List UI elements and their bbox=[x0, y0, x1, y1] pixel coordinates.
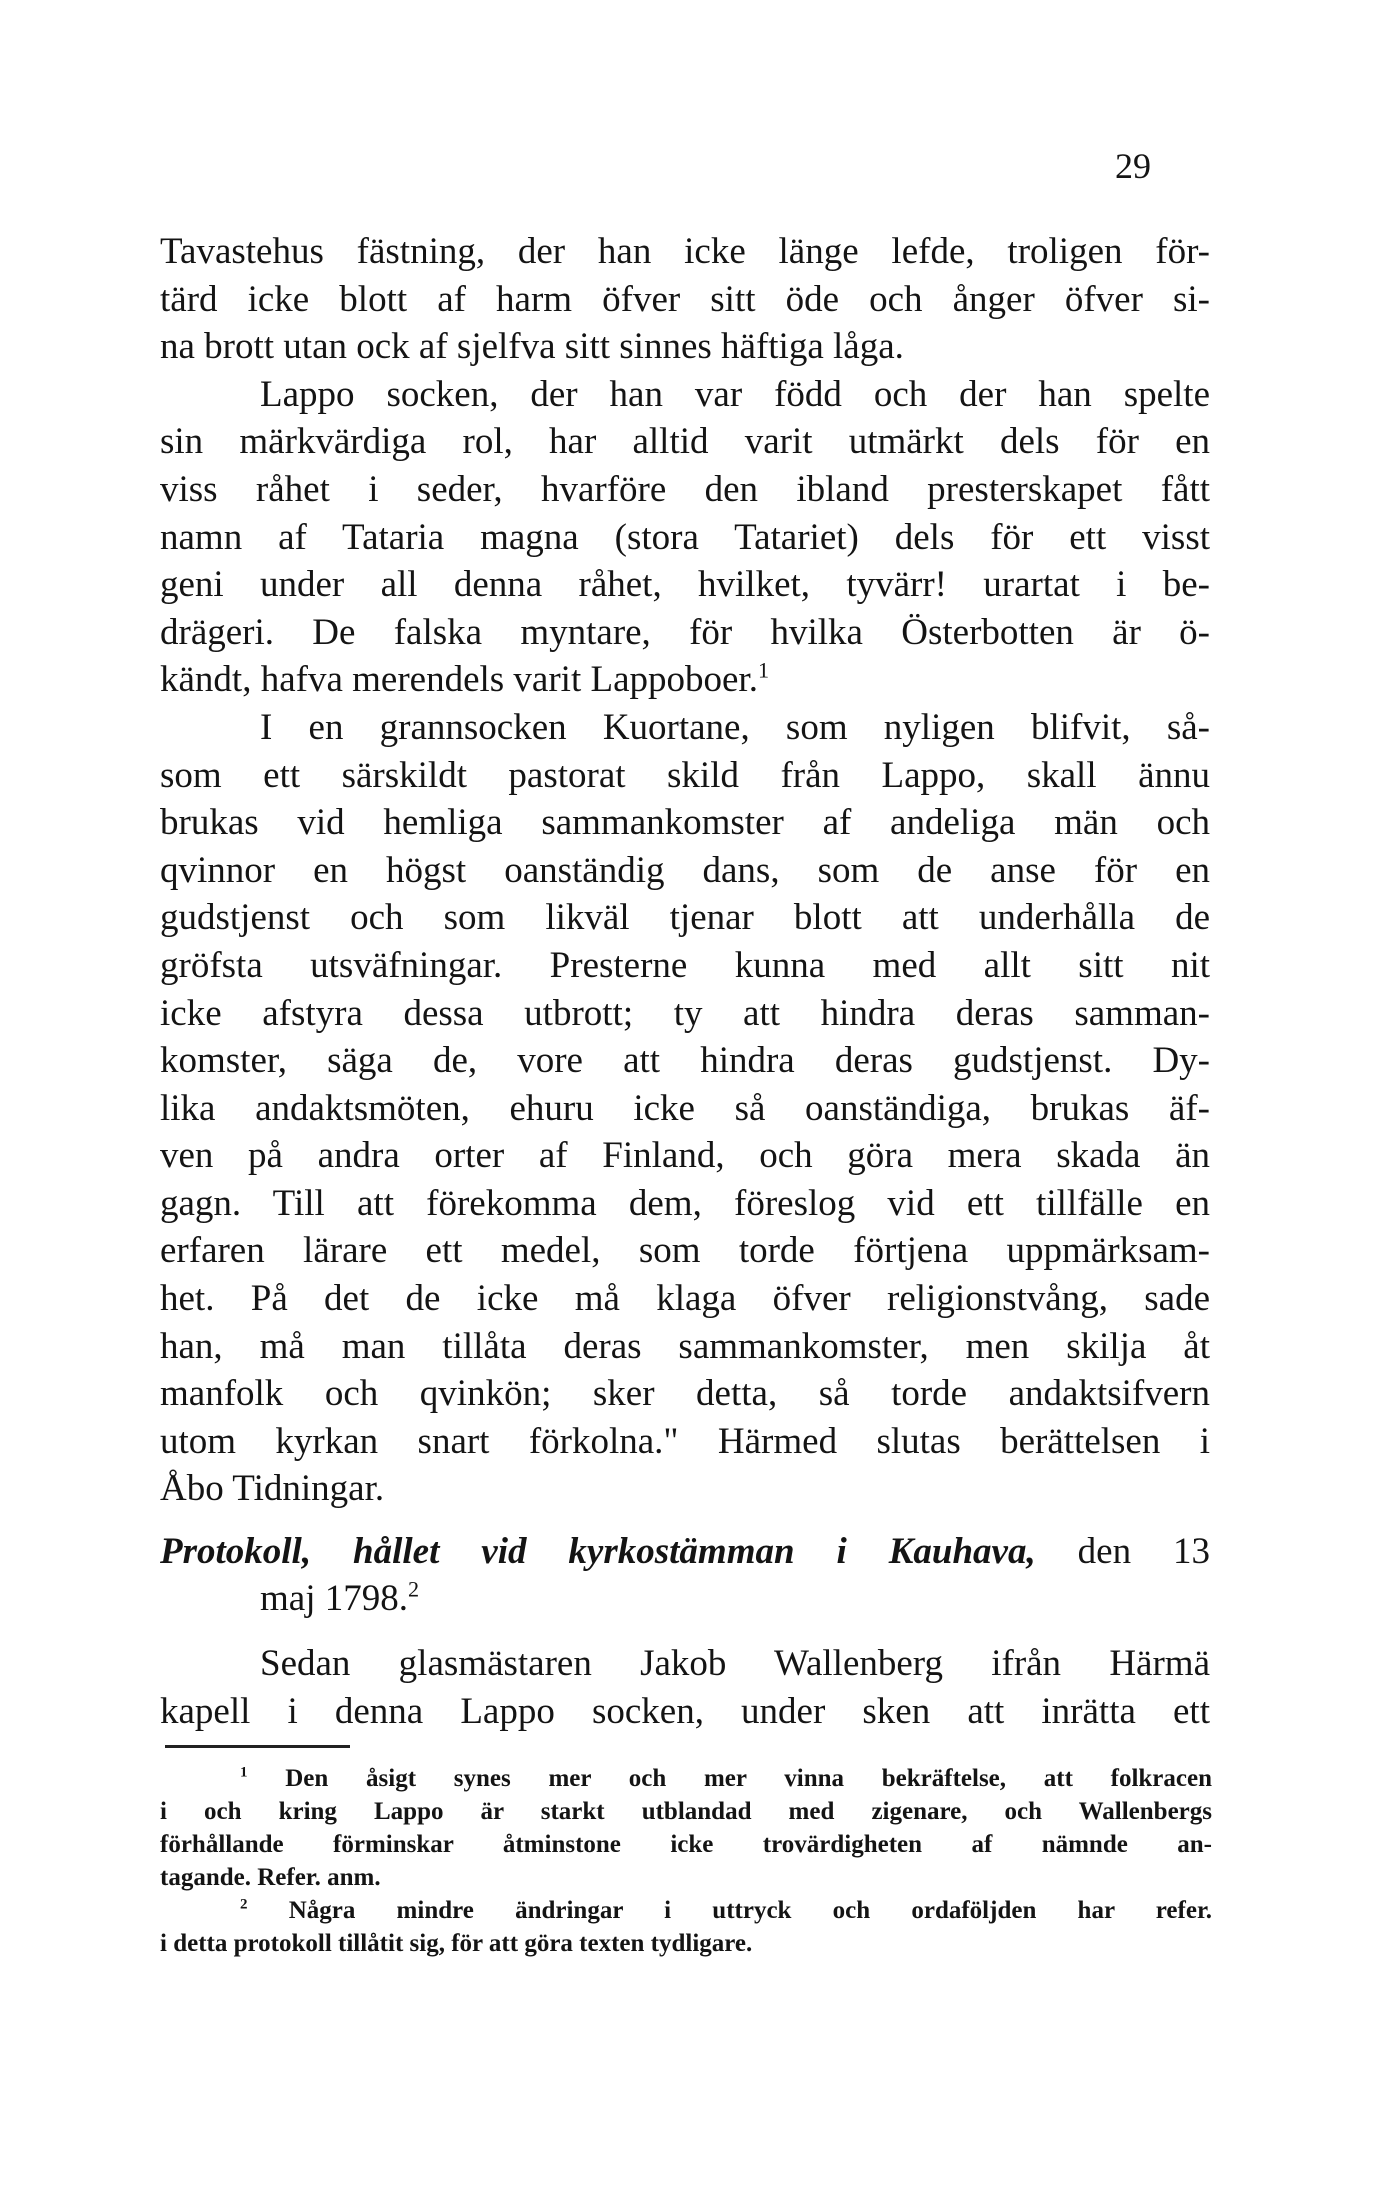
text-line: utom kyrkan snart förkolna." Härmed slutas berättelsen i bbox=[160, 1420, 1210, 1462]
text-line: gudstjenst och som likväl tjenar blott att underhålla de bbox=[160, 897, 1210, 939]
text-line: qvinnor en högst oanständig dans, som de anse för en bbox=[160, 849, 1210, 891]
footnote-ref-1[interactable]: 1 bbox=[757, 658, 770, 684]
heading-line bbox=[160, 1528, 1210, 1575]
text-line: manfolk och qvinkön; sker detta, så torde andaktsifvern bbox=[160, 1373, 1210, 1415]
section-heading bbox=[160, 1528, 1210, 1622]
heading-date-part1: den 13 bbox=[1077, 1531, 1210, 1572]
main-text bbox=[160, 228, 1210, 1513]
footnote-text: Den åsigt synes mer och mer vinna bekräftelse, att folkracen bbox=[285, 1765, 1212, 1792]
text-line bbox=[160, 656, 1210, 704]
text-line: gagn. Till att förekomma dem, föreslog vid ett tillfälle en bbox=[160, 1182, 1210, 1224]
continuing-text bbox=[160, 1640, 1210, 1735]
text-line: icke afstyra dessa utbrott; ty att hindra deras samman- bbox=[160, 992, 1210, 1034]
heading-title: Protokoll, hållet vid kyrkostämman i Kauhava, bbox=[160, 1531, 1036, 1572]
footnotes bbox=[160, 1762, 1212, 1960]
heading-line bbox=[160, 1575, 1210, 1622]
text-line: Åbo Tidningar. bbox=[160, 1468, 385, 1510]
footnote-line bbox=[160, 1894, 1212, 1927]
text-line: gröfsta utsväfningar. Presterne kunna med allt sitt nit bbox=[160, 944, 1210, 986]
text-line-content: kändt, hafva merendels varit Lappoboer. bbox=[160, 659, 758, 701]
text-line: erfaren lärare ett medel, som torde förtjena uppmärksam- bbox=[160, 1230, 1210, 1272]
text-line: kapell i denna Lappo socken, under sken att inrätta ett bbox=[160, 1690, 1210, 1732]
footnote-line: i detta protokoll tillåtit sig, för att göra texten tydligare. bbox=[160, 1930, 753, 1957]
text-line: sin märkvärdiga rol, har alltid varit utmärkt dels för en bbox=[160, 421, 1210, 463]
footnote-1-marker: 1 bbox=[240, 1764, 248, 1781]
text-line: I en grannsocken Kuortane, som nyligen blifvit, så- bbox=[260, 706, 1210, 748]
text-line: tärd icke blott af harm öfver sitt öde och ånger öfver si- bbox=[160, 278, 1210, 320]
footnote-line bbox=[160, 1762, 1212, 1795]
text-line: ven på andra orter af Finland, och göra mera skada än bbox=[160, 1135, 1210, 1177]
footnote-line: tagande. Refer. anm. bbox=[160, 1864, 381, 1891]
text-line: het. På det de icke må klaga öfver religionstvång, sade bbox=[160, 1278, 1210, 1320]
heading-date-part2: maj 1798. bbox=[260, 1578, 408, 1619]
footnote-line: förhållande förminskar åtminstone icke trovärdigheten af nämnde an- bbox=[160, 1831, 1212, 1858]
page-number: 29 bbox=[1115, 146, 1151, 186]
text-line: han, må man tillåta deras sammankomster, men skilja åt bbox=[160, 1325, 1210, 1367]
text-line: komster, säga de, vore att hindra deras gudstjenst. Dy- bbox=[160, 1040, 1210, 1082]
text-line: drägeri. De falska myntare, för hvilka Österbotten är ö- bbox=[160, 611, 1210, 653]
footnote-divider bbox=[165, 1745, 350, 1748]
text-line: brukas vid hemliga sammankomster af andeliga män och bbox=[160, 802, 1210, 844]
text-line: som ett särskildt pastorat skild från Lappo, skall ännu bbox=[160, 754, 1210, 796]
text-line: viss råhet i seder, hvarföre den ibland presterskapet fått bbox=[160, 468, 1210, 510]
footnote-2-marker: 2 bbox=[240, 1896, 248, 1913]
text-line: geni under all denna råhet, hvilket, tyvärr! urartat i be- bbox=[160, 564, 1210, 606]
text-line: lika andaktsmöten, ehuru icke så oanständiga, brukas äf- bbox=[160, 1087, 1210, 1129]
text-line: Lappo socken, der han var född och der han spelte bbox=[260, 373, 1210, 415]
footnote-text: Några mindre ändringar i uttryck och ordaföljden har refer. bbox=[288, 1897, 1212, 1924]
text-line: Sedan glasmästaren Jakob Wallenberg ifrån Härmä bbox=[260, 1643, 1210, 1684]
footnote-line: i och kring Lappo är starkt utblandad med zigenare, och Wallenbergs bbox=[160, 1798, 1212, 1825]
text-line: Tavastehus fästning, der han icke länge lefde, troligen för- bbox=[160, 231, 1210, 272]
footnote-ref-2[interactable]: 2 bbox=[407, 1576, 420, 1602]
text-line: namn af Tataria magna (stora Tatariet) dels för ett visst bbox=[160, 516, 1210, 558]
text-line: na brott utan ock af sjelfva sitt sinnes häftiga låga. bbox=[160, 326, 904, 368]
